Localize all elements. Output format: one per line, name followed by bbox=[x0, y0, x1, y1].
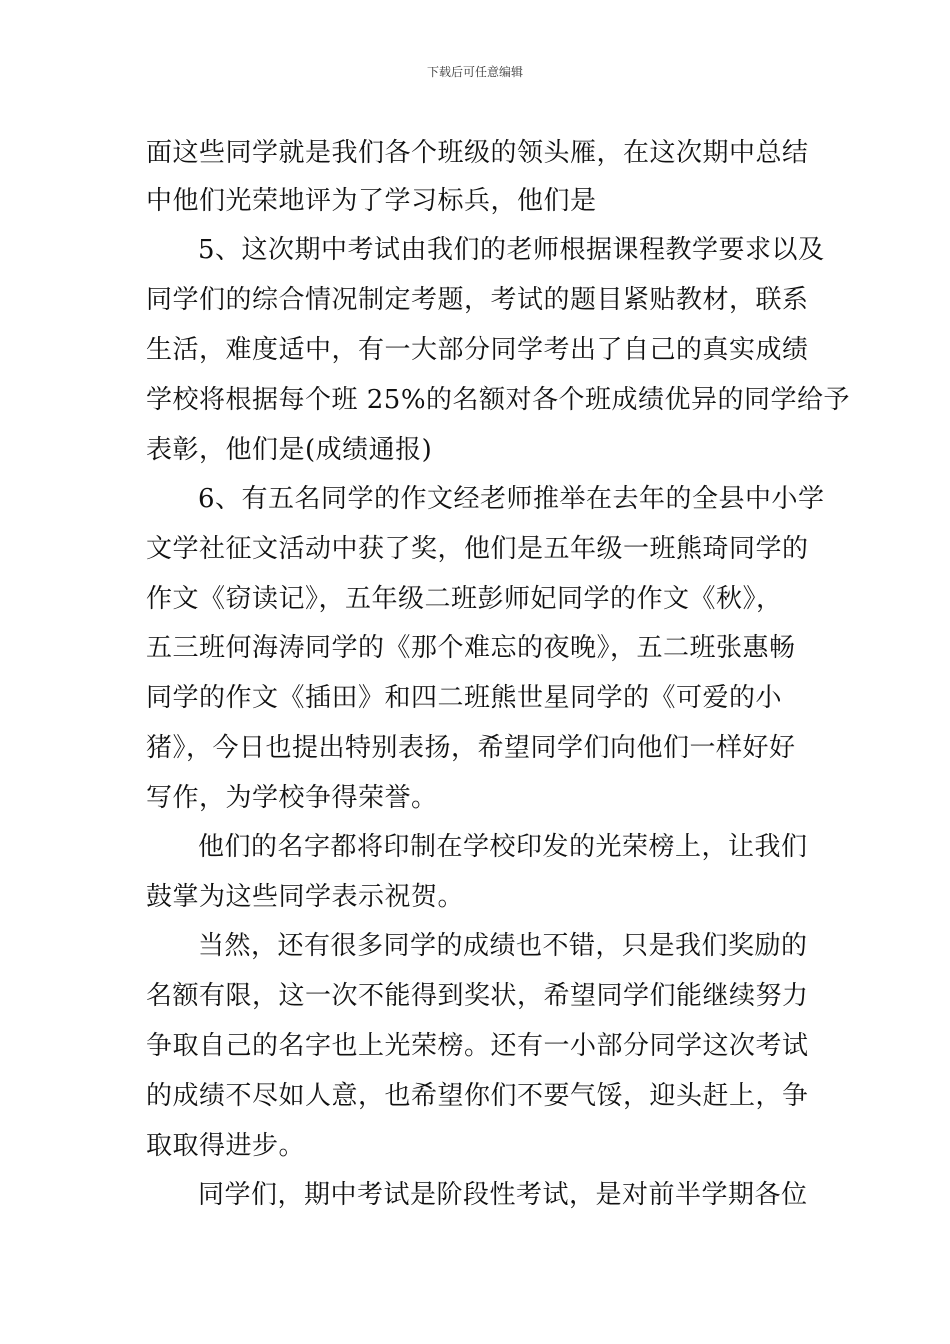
text-line: 表彰，他们是(成绩通报) bbox=[146, 435, 433, 465]
text-line: 中他们光荣地评为了学习标兵，他们是 bbox=[146, 186, 597, 216]
text-line: 他们的名字都将印制在学校印发的光荣榜上，让我们 bbox=[198, 832, 808, 862]
text-line: 猪》，今日也提出特别表扬，希望同学们向他们一样好好 bbox=[146, 733, 796, 763]
text-line: 写作，为学校争得荣誉。 bbox=[146, 783, 438, 813]
text-line: 同学们的综合情况制定考题，考试的题目紧贴教材，联系 bbox=[146, 285, 809, 315]
text-line: 五三班何海涛同学的《那个难忘的夜晚》，五二班张惠畅 bbox=[146, 633, 796, 663]
text-line: 5、这次期中考试由我们的老师根据课程教学要求以及 bbox=[198, 235, 825, 265]
text-line: 文学社征文活动中获了奖，他们是五年级一班熊琦同学的 bbox=[146, 534, 809, 564]
text-line: 鼓掌为这些同学表示祝贺。 bbox=[146, 882, 465, 912]
text-line: 6、有五名同学的作文经老师推举在去年的全县中小学 bbox=[198, 484, 825, 514]
text-line: 的成绩不尽如人意，也希望你们不要气馁，迎头赶上，争 bbox=[146, 1081, 809, 1111]
text-line: 名额有限，这一次不能得到奖状，希望同学们能继续努力 bbox=[146, 981, 809, 1011]
text-line: 生活，难度适中，有一大部分同学考出了自己的真实成绩 bbox=[146, 335, 809, 365]
text-line: 面这些同学就是我们各个班级的领头雁，在这次期中总结 bbox=[146, 138, 809, 168]
text-line: 当然，还有很多同学的成绩也不错，只是我们奖励的 bbox=[198, 931, 808, 961]
text-line: 争取自己的名字也上光荣榜。还有一小部分同学这次考试 bbox=[146, 1031, 809, 1061]
text-line: 同学的作文《插田》和四二班熊世星同学的《可爱的小 bbox=[146, 683, 783, 713]
text-line: 取取得进步。 bbox=[146, 1131, 306, 1161]
text-line: 学校将根据每个班 25%的名额对各个班成绩优异的同学给予 bbox=[146, 385, 851, 415]
page-header: 下载后可任意编辑 bbox=[426, 65, 523, 79]
text-line: 同学们，期中考试是阶段性考试，是对前半学期各位 bbox=[198, 1180, 808, 1210]
text-line: 作文《窃读记》，五年级二班彭师妃同学的作文《秋》， bbox=[146, 584, 783, 614]
